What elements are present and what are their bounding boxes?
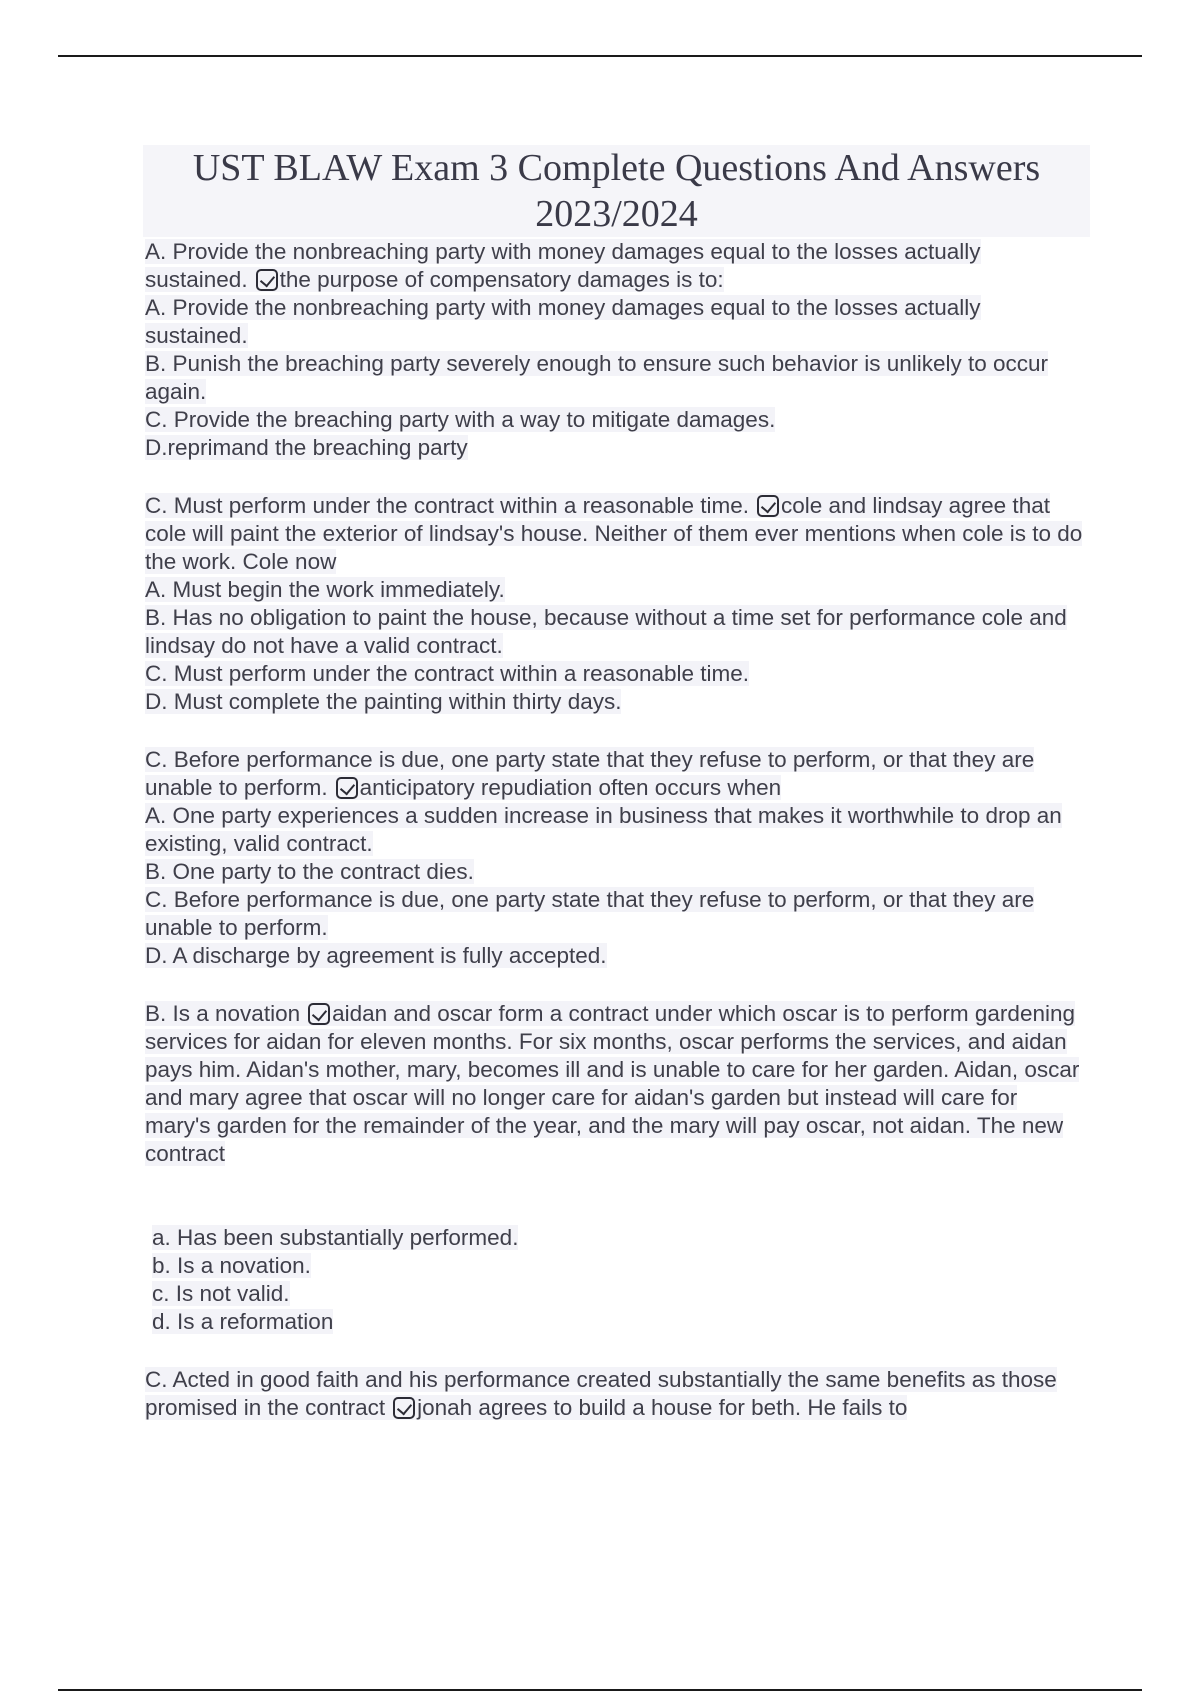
q1-option-b: B. Punish the breaching party severely enough to ensure such behavior is unlikely to occur again. bbox=[145, 351, 1049, 404]
q2-answer: C. Must perform under the contract within a reasonable time. bbox=[145, 493, 750, 518]
q1-question: the purpose of compensatory damages is to: bbox=[279, 267, 724, 292]
q3-question: anticipatory repudiation often occurs when bbox=[359, 775, 782, 800]
q4-option-a: a. Has been substantially performed. bbox=[152, 1225, 519, 1250]
question-block-5 bbox=[145, 1366, 1085, 1422]
q3-option-b: B. One party to the contract dies. bbox=[145, 859, 474, 884]
q4-answer: B. Is a novation bbox=[145, 1001, 301, 1026]
q5-question: jonah agrees to build a house for beth. He fails to bbox=[417, 1395, 908, 1420]
q2-option-d: D. Must complete the painting within thirty days. bbox=[145, 689, 622, 714]
q2-question: cole and lindsay agree that cole will paint the exterior of lindsay's house. Neither of them ever mentions when cole is to do the work. Cole now bbox=[145, 493, 1083, 574]
q3-option-a: A. One party experiences a sudden increase in business that makes it worthwhile to drop an existing, valid contract. bbox=[145, 803, 1062, 856]
q4-option-d: d. Is a reformation bbox=[152, 1309, 334, 1334]
document-title bbox=[143, 145, 1090, 237]
bottom-rule bbox=[58, 1689, 1142, 1691]
checkbox-icon bbox=[393, 1397, 415, 1419]
checkbox-icon bbox=[308, 1003, 330, 1025]
q3-option-c: C. Before performance is due, one party state that they refuse to perform, or that they are unable to perform. bbox=[145, 887, 1035, 940]
q1-option-c: C. Provide the breaching party with a way to mitigate damages. bbox=[145, 407, 776, 432]
checkbox-icon bbox=[336, 777, 358, 799]
q3-answer: C. Before performance is due, one party state that they refuse to perform, or that they are unable to perform. bbox=[145, 747, 1035, 800]
q3-option-d: D. A discharge by agreement is fully accepted. bbox=[145, 943, 607, 968]
q2-option-c: C. Must perform under the contract within a reasonable time. bbox=[145, 661, 750, 686]
checkbox-icon bbox=[757, 495, 779, 517]
question-block-3 bbox=[145, 746, 1085, 970]
title-line-1: UST BLAW Exam 3 Complete Questions And Answers bbox=[192, 147, 1041, 189]
question-block-1 bbox=[145, 238, 1085, 462]
q4-option-c: c. Is not valid. bbox=[152, 1281, 290, 1306]
q2-option-b: B. Has no obligation to paint the house, because without a time set for performance cole and lindsay do not have a valid contract. bbox=[145, 605, 1067, 658]
q1-option-a: A. Provide the nonbreaching party with money damages equal to the losses actually sustained. bbox=[145, 295, 981, 348]
top-rule bbox=[58, 55, 1142, 57]
q5-answer: C. Acted in good faith and his performance created substantially the same benefits as those promised in the contract bbox=[145, 1367, 1057, 1420]
document-body bbox=[145, 238, 1085, 1422]
q4-question: aidan and oscar form a contract under which oscar is to perform gardening services for aidan for eleven months. For six months, oscar performs the services, and aidan pays him. Aidan's mother, mary, becomes ill and is unable to care for her garden. Aidan, oscar and mary agree that oscar will no longer care for aidan's garden but instead will care for mary's garden for the remainder of the year, and the mary will pay oscar, not aidan. The new contract bbox=[145, 1001, 1080, 1166]
q1-answer: A. Provide the nonbreaching party with money damages equal to the losses actually sustained. bbox=[145, 239, 981, 292]
q1-option-d: D.reprimand the breaching party bbox=[145, 435, 468, 460]
q4-option-b: b. Is a novation. bbox=[152, 1253, 311, 1278]
q2-option-a: A. Must begin the work immediately. bbox=[145, 577, 505, 602]
question-block-2 bbox=[145, 492, 1085, 716]
question-block-4 bbox=[145, 1000, 1085, 1336]
title-line-2: 2023/2024 bbox=[535, 193, 698, 235]
checkbox-icon bbox=[256, 269, 278, 291]
